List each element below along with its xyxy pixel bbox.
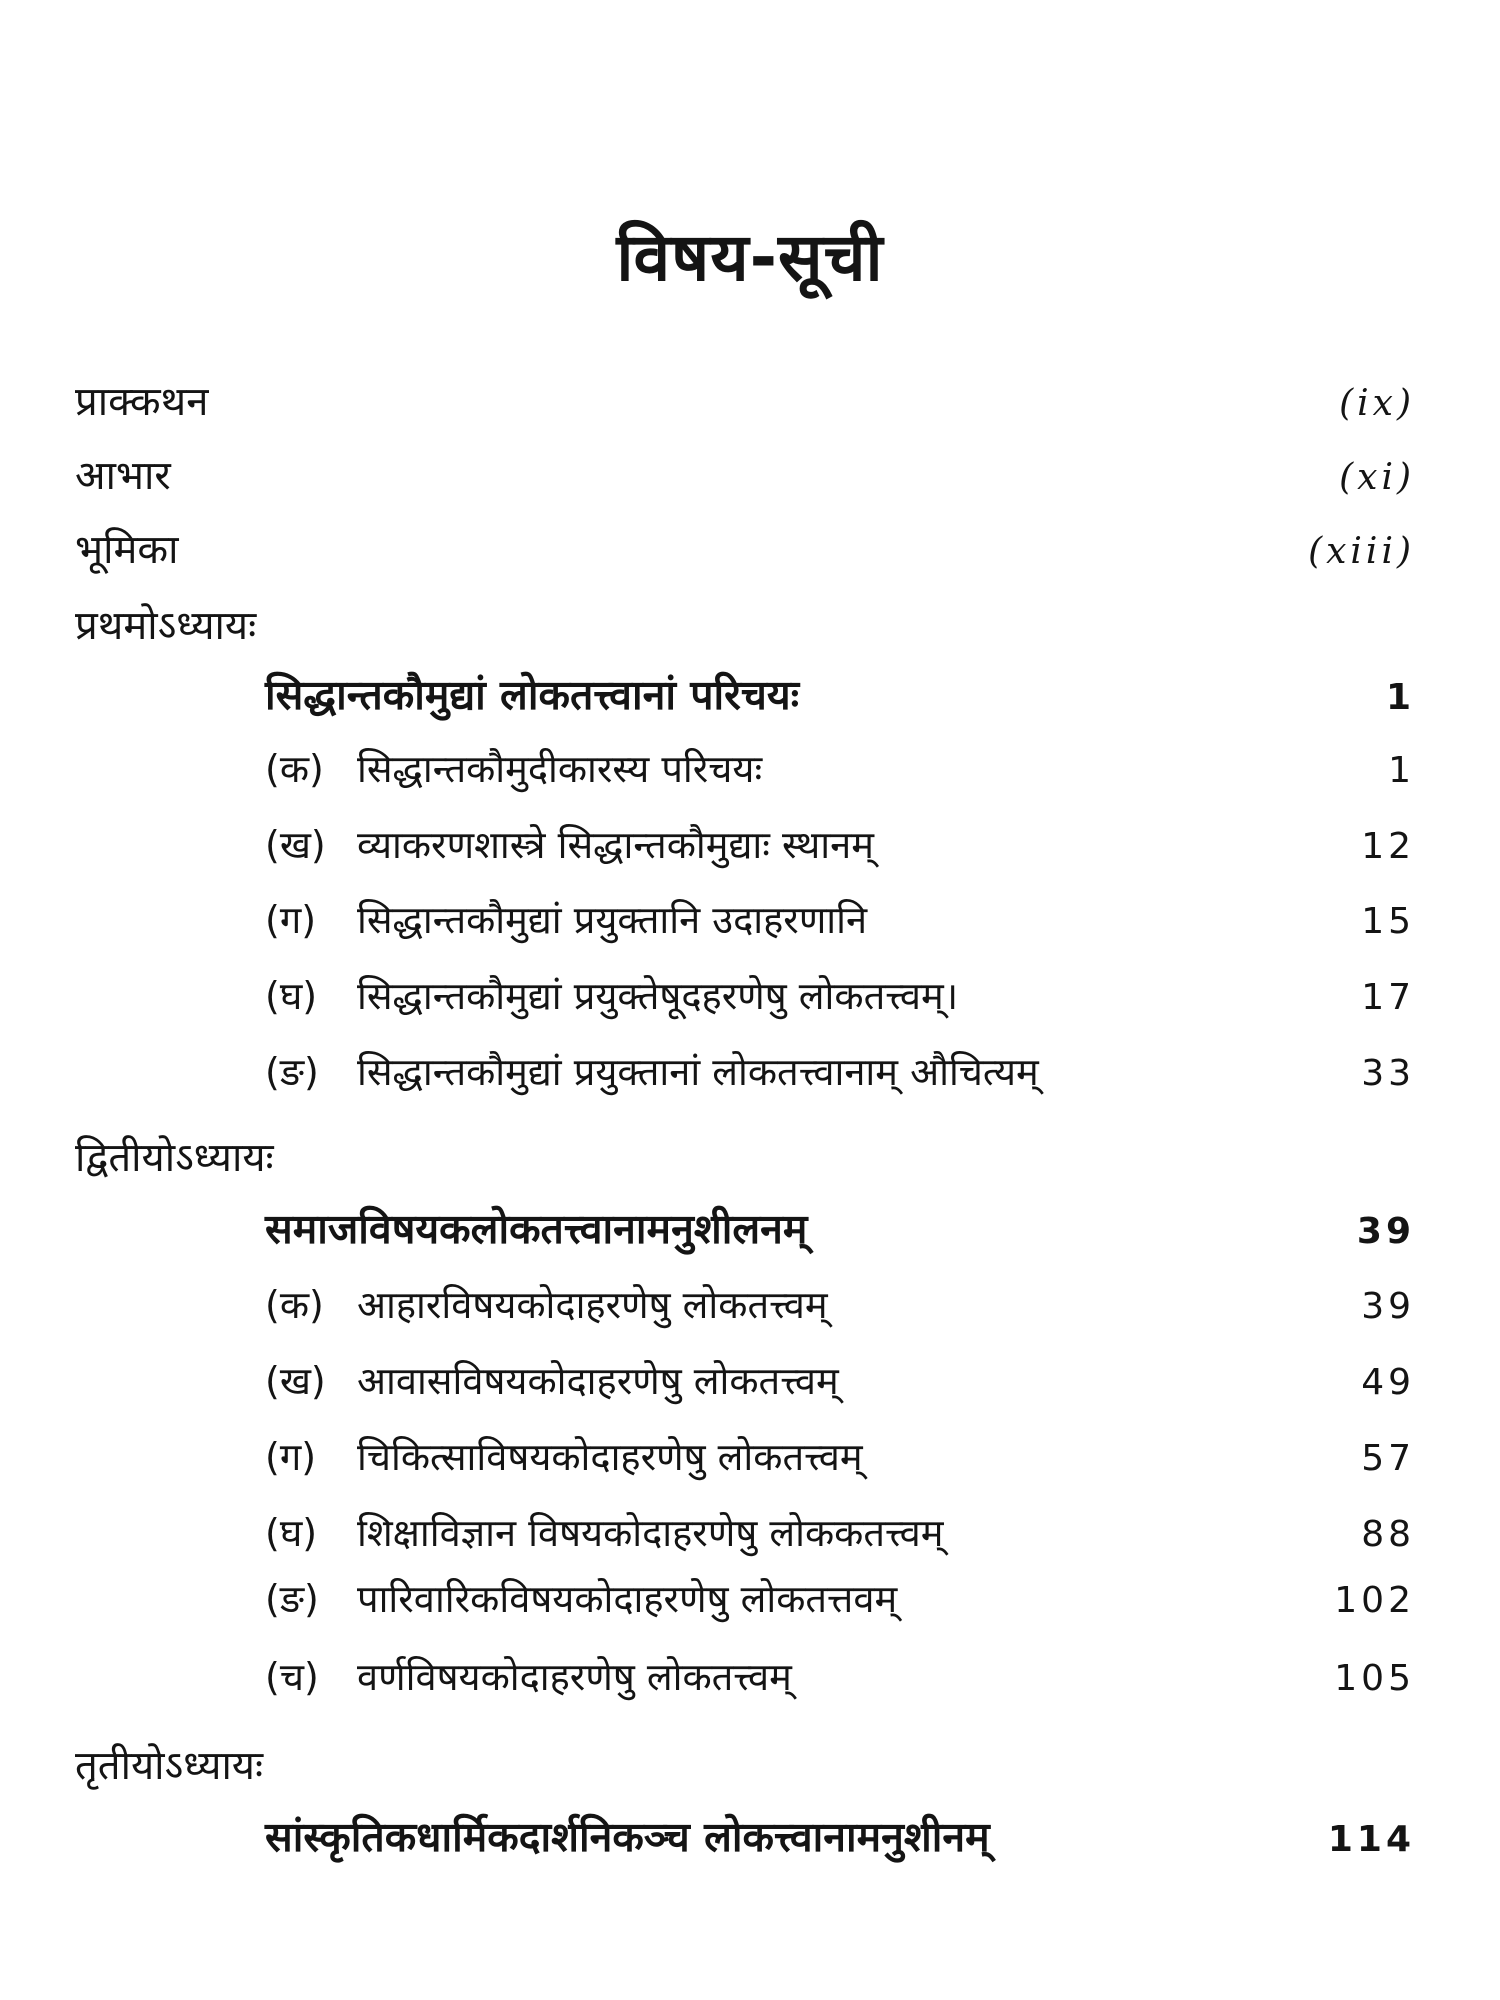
toc-entry-introduction	[75, 520, 1415, 575]
section-marker: (ग)	[265, 898, 317, 942]
section-marker: (ख)	[265, 823, 326, 867]
chapter-heading: प्रथमोऽध्यायः	[75, 603, 257, 649]
section-marker: (च)	[265, 1655, 319, 1699]
toc-entry-label: पारिवारिकविषयकोदाहरणेषु लोकतत्तवम्	[357, 1577, 898, 1621]
toc-entry-label: चिकित्साविषयकोदाहरणेषु लोकतत्त्वम्	[357, 1435, 863, 1479]
toc-section	[265, 893, 1415, 945]
section-marker: (घ)	[265, 974, 318, 1018]
chapter-title	[265, 1200, 1415, 1256]
toc-entry-label: सिद्धान्तकौमुद्यां लोकतत्त्वानां परिचयः	[265, 671, 799, 719]
toc-entry-page: (xiii)	[1308, 531, 1415, 572]
toc-entry-page: 39	[1361, 1286, 1415, 1327]
toc-entry-label: आभार	[75, 453, 171, 499]
toc-entry-page: 1	[1385, 677, 1415, 718]
toc-entry-page: (ix)	[1339, 383, 1415, 424]
chapter-title	[265, 666, 1415, 722]
toc-entry-label: वर्णविषयकोदाहरणेषु लोकतत्त्वम्	[357, 1655, 792, 1699]
toc-section	[265, 1430, 1415, 1482]
toc-entry-label: प्राक्कथन	[75, 379, 209, 425]
toc-entry-label: सिद्धान्तकौमुद्यां प्रयुक्तानां लोकतत्त्वानाम् औचित्यम्	[357, 1050, 1039, 1094]
toc-entry-page: 17	[1361, 977, 1415, 1018]
toc-entry-page: (xi)	[1339, 457, 1415, 498]
toc-section	[265, 1506, 1415, 1558]
toc-section	[265, 742, 1415, 794]
toc-entry-label: सिद्धान्तकौमुदीकारस्य परिचयः	[357, 747, 763, 791]
toc-section	[265, 1278, 1415, 1330]
toc-section	[265, 818, 1415, 870]
chapter-heading: द्वितीयोऽध्यायः	[75, 1135, 274, 1181]
toc-entry-page: 1	[1388, 750, 1415, 791]
toc-entry-label: व्याकरणशास्त्रे सिद्धान्तकौमुद्याः स्थानम्	[357, 823, 874, 867]
toc-entry-page: 102	[1334, 1580, 1415, 1621]
toc-entry-page: 114	[1327, 1819, 1415, 1860]
toc-entry-page: 105	[1334, 1658, 1415, 1699]
toc-entry-label: आवासविषयकोदाहरणेषु लोकतत्त्वम्	[357, 1359, 839, 1403]
toc-entry-label: समाजविषयकलोकतत्त्वानामनुशीलनम्	[265, 1205, 808, 1253]
toc-entry-label: भूमिका	[75, 527, 179, 573]
toc-entry-page: 33	[1361, 1053, 1415, 1094]
toc-entry-page: 49	[1361, 1362, 1415, 1403]
section-marker: (क)	[265, 1283, 324, 1327]
section-marker: (ङ)	[265, 1577, 319, 1621]
toc-entry-preface	[75, 372, 1415, 427]
toc-entry-label: सिद्धान्तकौमुद्यां प्रयुक्तेषूदहरणेषु लोकतत्त्वम्।	[357, 974, 959, 1018]
toc-section	[265, 1354, 1415, 1406]
toc-section	[265, 1650, 1415, 1702]
toc-entry-label: सांस्कृतिकधार्मिकदार्शनिकञ्च लोकत्त्वानामनुशीनम्	[265, 1813, 990, 1861]
section-marker: (क)	[265, 747, 324, 791]
toc-section	[265, 1045, 1415, 1097]
section-marker: (ङ)	[265, 1050, 319, 1094]
chapter-heading: तृतीयोऽध्यायः	[75, 1743, 264, 1789]
chapter-title	[265, 1808, 1415, 1864]
toc-entry-page: 15	[1361, 901, 1415, 942]
toc-section	[265, 969, 1415, 1021]
toc-section	[265, 1572, 1415, 1624]
toc-entry-label: शिक्षाविज्ञान विषयकोदाहरणेषु लोककतत्त्वम्	[357, 1511, 944, 1555]
toc-entry-page: 12	[1361, 826, 1415, 867]
toc-entry-page: 88	[1361, 1514, 1415, 1555]
toc-entry-page: 39	[1356, 1211, 1415, 1252]
page-title: विषय-सूची	[616, 219, 884, 296]
section-marker: (ख)	[265, 1359, 326, 1403]
toc-entry-acknowledgement	[75, 446, 1415, 501]
section-marker: (घ)	[265, 1511, 318, 1555]
toc-entry-label: आहारविषयकोदाहरणेषु लोकतत्त्वम्	[357, 1283, 828, 1327]
toc-entry-page: 57	[1361, 1438, 1415, 1479]
section-marker: (ग)	[265, 1435, 317, 1479]
toc-entry-label: सिद्धान्तकौमुद्यां प्रयुक्तानि उदाहरणानि	[357, 898, 868, 942]
